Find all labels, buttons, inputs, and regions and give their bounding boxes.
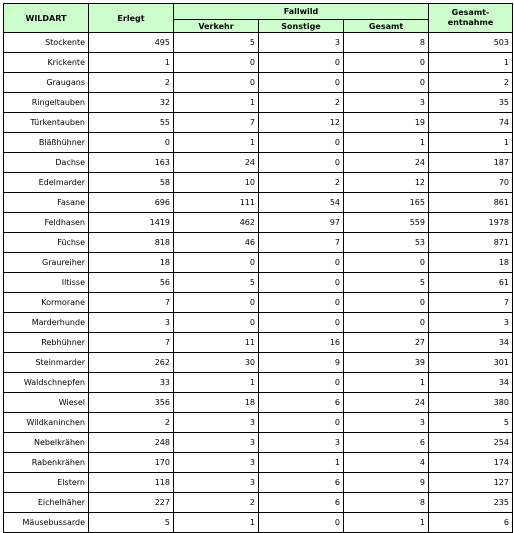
cell-wildart: Krickente bbox=[4, 53, 89, 73]
cell-gesamt: 24 bbox=[344, 153, 429, 173]
cell-gesamt: 0 bbox=[344, 313, 429, 333]
cell-verkehr: 5 bbox=[174, 33, 259, 53]
cell-gesamt: 12 bbox=[344, 173, 429, 193]
cell-gesamt: 0 bbox=[344, 53, 429, 73]
cell-gesamt: 3 bbox=[344, 413, 429, 433]
table-row bbox=[4, 353, 513, 373]
cell-wildart: Mäusebussarde bbox=[4, 513, 89, 533]
cell-gesamtentnahme: 34 bbox=[429, 333, 513, 353]
cell-erlegt: 7 bbox=[89, 293, 174, 313]
cell-verkehr: 7 bbox=[174, 113, 259, 133]
cell-gesamt: 1 bbox=[344, 133, 429, 153]
cell-gesamtentnahme: 3 bbox=[429, 313, 513, 333]
table-row bbox=[4, 193, 513, 213]
cell-sonstige: 0 bbox=[259, 253, 344, 273]
cell-wildart: Wildkaninchen bbox=[4, 413, 89, 433]
table-row bbox=[4, 493, 513, 513]
cell-sonstige: 2 bbox=[259, 173, 344, 193]
cell-sonstige: 7 bbox=[259, 233, 344, 253]
cell-sonstige: 9 bbox=[259, 353, 344, 373]
header-fallwild: Fallwild bbox=[174, 4, 429, 20]
cell-wildart: Eichelhäher bbox=[4, 493, 89, 513]
cell-wildart: Rabenkrähen bbox=[4, 453, 89, 473]
cell-verkehr: 0 bbox=[174, 293, 259, 313]
table-row bbox=[4, 233, 513, 253]
cell-gesamt: 19 bbox=[344, 113, 429, 133]
cell-gesamtentnahme: 6 bbox=[429, 513, 513, 533]
cell-verkehr: 1 bbox=[174, 93, 259, 113]
table-row bbox=[4, 453, 513, 473]
cell-gesamtentnahme: 380 bbox=[429, 393, 513, 413]
cell-gesamt: 0 bbox=[344, 253, 429, 273]
cell-wildart: Kormorane bbox=[4, 293, 89, 313]
cell-sonstige: 0 bbox=[259, 133, 344, 153]
table-row bbox=[4, 213, 513, 233]
cell-wildart: Graureiher bbox=[4, 253, 89, 273]
cell-gesamt: 6 bbox=[344, 433, 429, 453]
cell-wildart: Iltisse bbox=[4, 273, 89, 293]
cell-verkehr: 5 bbox=[174, 273, 259, 293]
cell-gesamtentnahme: 18 bbox=[429, 253, 513, 273]
cell-gesamt: 8 bbox=[344, 33, 429, 53]
cell-sonstige: 6 bbox=[259, 393, 344, 413]
cell-sonstige: 3 bbox=[259, 433, 344, 453]
cell-gesamtentnahme: 254 bbox=[429, 433, 513, 453]
cell-erlegt: 5 bbox=[89, 513, 174, 533]
cell-gesamtentnahme: 503 bbox=[429, 33, 513, 53]
cell-gesamtentnahme: 174 bbox=[429, 453, 513, 473]
table-row bbox=[4, 73, 513, 93]
cell-sonstige: 97 bbox=[259, 213, 344, 233]
cell-erlegt: 118 bbox=[89, 473, 174, 493]
cell-verkehr: 3 bbox=[174, 433, 259, 453]
cell-wildart: Elstern bbox=[4, 473, 89, 493]
table-row bbox=[4, 133, 513, 153]
table-row bbox=[4, 253, 513, 273]
cell-erlegt: 32 bbox=[89, 93, 174, 113]
table-body bbox=[4, 33, 513, 533]
cell-sonstige: 1 bbox=[259, 453, 344, 473]
cell-wildart: Wiesel bbox=[4, 393, 89, 413]
cell-wildart: Ringeltauben bbox=[4, 93, 89, 113]
cell-erlegt: 356 bbox=[89, 393, 174, 413]
cell-verkehr: 24 bbox=[174, 153, 259, 173]
cell-sonstige: 54 bbox=[259, 193, 344, 213]
cell-gesamtentnahme: 1 bbox=[429, 53, 513, 73]
cell-erlegt: 3 bbox=[89, 313, 174, 333]
cell-erlegt: 696 bbox=[89, 193, 174, 213]
table-row bbox=[4, 33, 513, 53]
cell-verkehr: 3 bbox=[174, 453, 259, 473]
cell-gesamt: 3 bbox=[344, 93, 429, 113]
table-row bbox=[4, 313, 513, 333]
cell-gesamtentnahme: 70 bbox=[429, 173, 513, 193]
table-row bbox=[4, 373, 513, 393]
cell-verkehr: 0 bbox=[174, 73, 259, 93]
cell-erlegt: 2 bbox=[89, 73, 174, 93]
cell-gesamt: 24 bbox=[344, 393, 429, 413]
table-row bbox=[4, 413, 513, 433]
header-erlegt: Erlegt bbox=[89, 4, 174, 33]
cell-erlegt: 495 bbox=[89, 33, 174, 53]
cell-verkehr: 0 bbox=[174, 313, 259, 333]
cell-gesamtentnahme: 871 bbox=[429, 233, 513, 253]
cell-gesamt: 559 bbox=[344, 213, 429, 233]
cell-wildart: Türkentauben bbox=[4, 113, 89, 133]
table-row bbox=[4, 333, 513, 353]
header-sonstige: Sonstige bbox=[259, 20, 344, 33]
cell-erlegt: 1419 bbox=[89, 213, 174, 233]
cell-wildart: Feldhasen bbox=[4, 213, 89, 233]
cell-verkehr: 30 bbox=[174, 353, 259, 373]
cell-gesamtentnahme: 127 bbox=[429, 473, 513, 493]
cell-gesamtentnahme: 61 bbox=[429, 273, 513, 293]
cell-erlegt: 262 bbox=[89, 353, 174, 373]
cell-gesamtentnahme: 2 bbox=[429, 73, 513, 93]
cell-gesamtentnahme: 35 bbox=[429, 93, 513, 113]
cell-erlegt: 18 bbox=[89, 253, 174, 273]
cell-verkehr: 462 bbox=[174, 213, 259, 233]
cell-gesamtentnahme: 1978 bbox=[429, 213, 513, 233]
cell-gesamt: 4 bbox=[344, 453, 429, 473]
table-header bbox=[4, 4, 513, 33]
cell-gesamt: 8 bbox=[344, 493, 429, 513]
cell-gesamt: 1 bbox=[344, 373, 429, 393]
cell-erlegt: 7 bbox=[89, 333, 174, 353]
cell-erlegt: 248 bbox=[89, 433, 174, 453]
cell-wildart: Steinmarder bbox=[4, 353, 89, 373]
cell-erlegt: 0 bbox=[89, 133, 174, 153]
table-row bbox=[4, 153, 513, 173]
header-gesamt: Gesamt bbox=[344, 20, 429, 33]
cell-verkehr: 1 bbox=[174, 513, 259, 533]
cell-verkehr: 3 bbox=[174, 413, 259, 433]
cell-sonstige: 16 bbox=[259, 333, 344, 353]
cell-gesamt: 5 bbox=[344, 273, 429, 293]
cell-gesamt: 165 bbox=[344, 193, 429, 213]
cell-erlegt: 58 bbox=[89, 173, 174, 193]
cell-wildart: Fasane bbox=[4, 193, 89, 213]
cell-erlegt: 170 bbox=[89, 453, 174, 473]
cell-sonstige: 3 bbox=[259, 33, 344, 53]
cell-sonstige: 0 bbox=[259, 293, 344, 313]
cell-erlegt: 55 bbox=[89, 113, 174, 133]
cell-wildart: Nebelkrähen bbox=[4, 433, 89, 453]
cell-gesamt: 39 bbox=[344, 353, 429, 373]
header-gesamtentnahme: Gesamt- entnahme bbox=[429, 4, 513, 33]
cell-sonstige: 0 bbox=[259, 413, 344, 433]
cell-sonstige: 0 bbox=[259, 513, 344, 533]
cell-verkehr: 0 bbox=[174, 253, 259, 273]
cell-erlegt: 227 bbox=[89, 493, 174, 513]
cell-gesamtentnahme: 861 bbox=[429, 193, 513, 213]
table-row bbox=[4, 93, 513, 113]
cell-gesamtentnahme: 5 bbox=[429, 413, 513, 433]
cell-verkehr: 1 bbox=[174, 373, 259, 393]
cell-verkehr: 1 bbox=[174, 133, 259, 153]
cell-gesamt: 53 bbox=[344, 233, 429, 253]
cell-wildart: Füchse bbox=[4, 233, 89, 253]
cell-verkehr: 18 bbox=[174, 393, 259, 413]
table-row bbox=[4, 173, 513, 193]
table-row bbox=[4, 433, 513, 453]
cell-verkehr: 46 bbox=[174, 233, 259, 253]
cell-wildart: Waldschnepfen bbox=[4, 373, 89, 393]
cell-gesamtentnahme: 301 bbox=[429, 353, 513, 373]
cell-erlegt: 818 bbox=[89, 233, 174, 253]
cell-sonstige: 12 bbox=[259, 113, 344, 133]
cell-erlegt: 56 bbox=[89, 273, 174, 293]
cell-gesamt: 9 bbox=[344, 473, 429, 493]
cell-gesamtentnahme: 1 bbox=[429, 133, 513, 153]
cell-verkehr: 0 bbox=[174, 53, 259, 73]
cell-wildart: Graugans bbox=[4, 73, 89, 93]
cell-erlegt: 2 bbox=[89, 413, 174, 433]
cell-gesamt: 0 bbox=[344, 293, 429, 313]
cell-wildart: Rebhühner bbox=[4, 333, 89, 353]
cell-sonstige: 6 bbox=[259, 493, 344, 513]
cell-wildart: Marderhunde bbox=[4, 313, 89, 333]
cell-wildart: Dachse bbox=[4, 153, 89, 173]
cell-wildart: Stockente bbox=[4, 33, 89, 53]
cell-sonstige: 0 bbox=[259, 373, 344, 393]
cell-verkehr: 10 bbox=[174, 173, 259, 193]
cell-verkehr: 11 bbox=[174, 333, 259, 353]
cell-gesamt: 0 bbox=[344, 73, 429, 93]
cell-gesamtentnahme: 74 bbox=[429, 113, 513, 133]
cell-gesamt: 1 bbox=[344, 513, 429, 533]
cell-wildart: Bläßhühner bbox=[4, 133, 89, 153]
header-wildart: WILDART bbox=[4, 4, 89, 33]
cell-sonstige: 0 bbox=[259, 53, 344, 73]
table-row bbox=[4, 293, 513, 313]
cell-sonstige: 0 bbox=[259, 313, 344, 333]
cell-sonstige: 0 bbox=[259, 73, 344, 93]
cell-sonstige: 2 bbox=[259, 93, 344, 113]
header-verkehr: Verkehr bbox=[174, 20, 259, 33]
table-row bbox=[4, 113, 513, 133]
cell-gesamtentnahme: 34 bbox=[429, 373, 513, 393]
table-row bbox=[4, 53, 513, 73]
table-row bbox=[4, 513, 513, 533]
cell-sonstige: 6 bbox=[259, 473, 344, 493]
cell-sonstige: 0 bbox=[259, 273, 344, 293]
cell-verkehr: 111 bbox=[174, 193, 259, 213]
cell-erlegt: 1 bbox=[89, 53, 174, 73]
table-row bbox=[4, 273, 513, 293]
cell-gesamtentnahme: 7 bbox=[429, 293, 513, 313]
cell-verkehr: 3 bbox=[174, 473, 259, 493]
cell-gesamtentnahme: 235 bbox=[429, 493, 513, 513]
cell-gesamt: 27 bbox=[344, 333, 429, 353]
cell-verkehr: 2 bbox=[174, 493, 259, 513]
cell-erlegt: 33 bbox=[89, 373, 174, 393]
cell-sonstige: 0 bbox=[259, 153, 344, 173]
table-row bbox=[4, 473, 513, 493]
cell-gesamtentnahme: 187 bbox=[429, 153, 513, 173]
table-row bbox=[4, 393, 513, 413]
wild-statistics-table bbox=[3, 3, 513, 533]
cell-wildart: Edelmarder bbox=[4, 173, 89, 193]
cell-erlegt: 163 bbox=[89, 153, 174, 173]
